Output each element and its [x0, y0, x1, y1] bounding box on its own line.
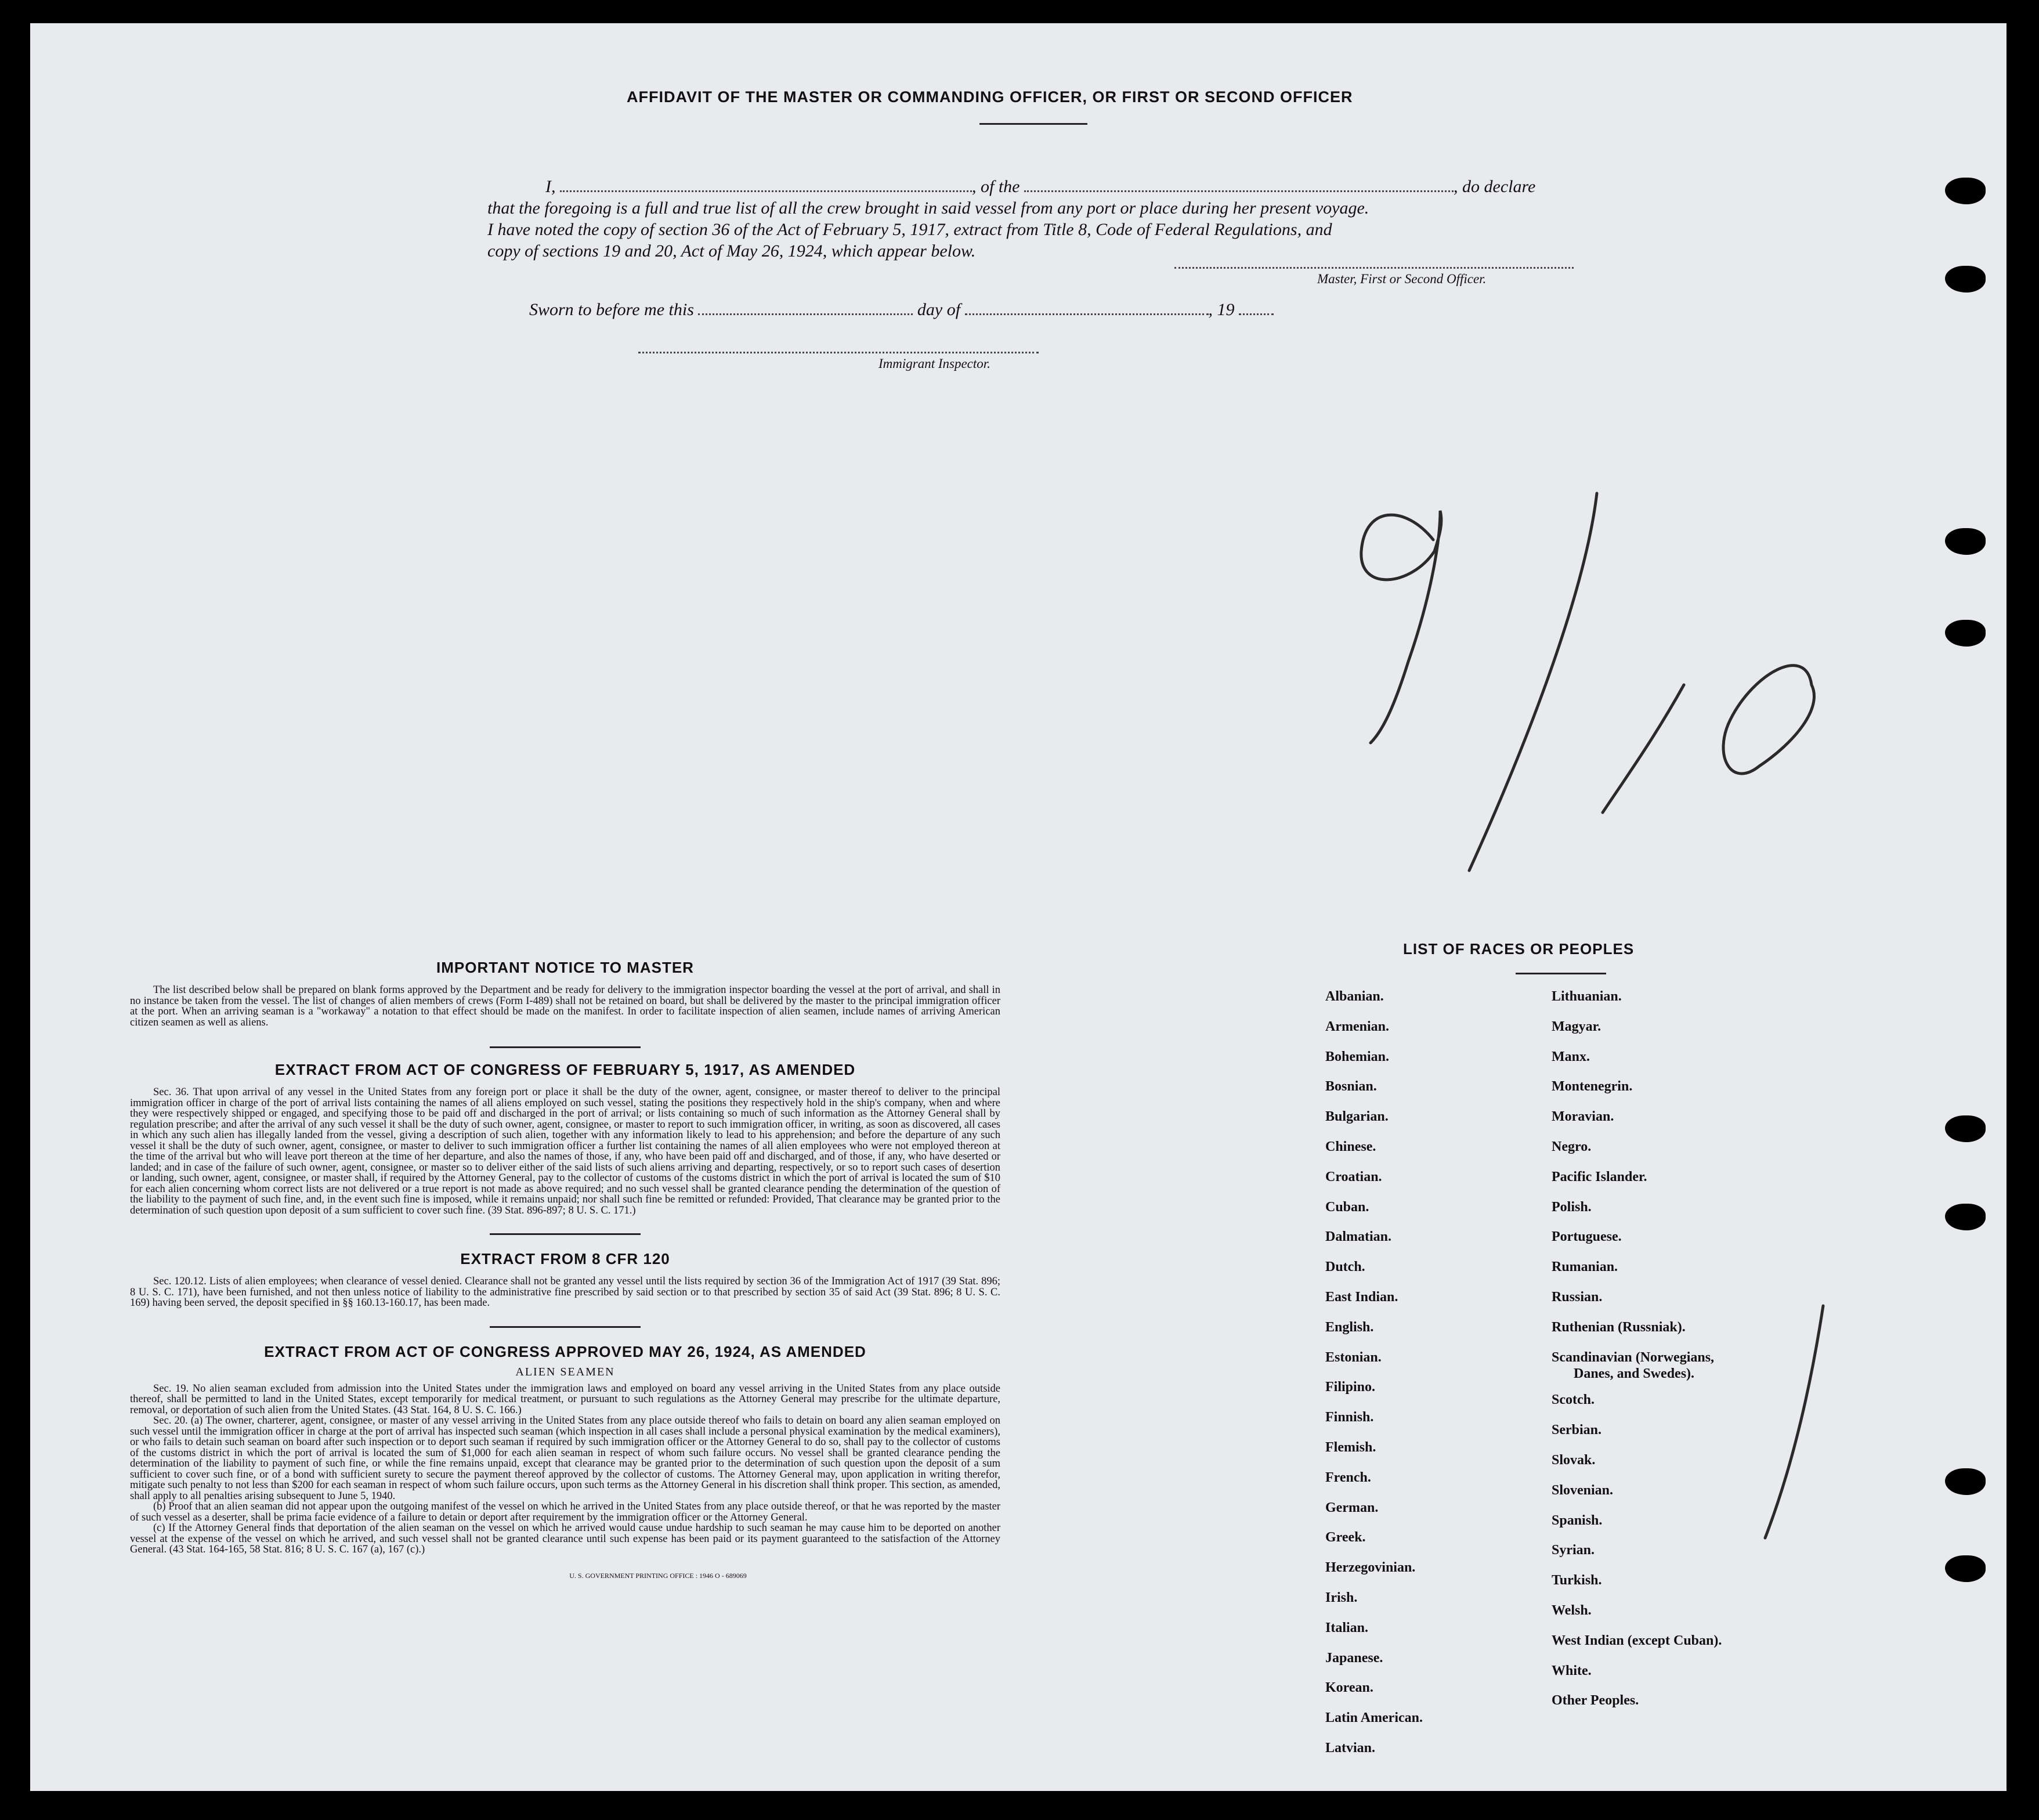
- race-item: Cuban.: [1325, 1200, 1369, 1215]
- race-item: Danes, and Swedes).: [1574, 1366, 1695, 1381]
- sworn-year-field[interactable]: [1239, 296, 1274, 315]
- punch-hole: [1945, 266, 1986, 292]
- race-item: Montenegrin.: [1552, 1079, 1633, 1094]
- race-item: White.: [1552, 1663, 1592, 1678]
- master-signature-line[interactable]: [1174, 267, 1574, 269]
- notice-text: The list described below shall be prepared on blank forms approved by the Department and be ready for delivery to the immigration inspector boarding the vessel at the port of arrival, and shall in no instance be taken from the vessel. The list of changes of alien members of crews (Form I-489) shall not be retained on board, but shall be delivered by the master to the principal immigration officer at the port. When an arriving seaman is a "workaway" a notation to that effect should be made on the manifest. In order to facilitate inspection of alien seamen, include names of arriving American citizen seamen as well as aliens.: [130, 984, 1000, 1028]
- extract-1917-divider: [490, 1233, 641, 1235]
- race-item: Manx.: [1552, 1049, 1590, 1064]
- punch-hole: [1945, 1204, 1986, 1230]
- race-item: Greek.: [1325, 1530, 1366, 1545]
- race-item: Croatian.: [1325, 1169, 1382, 1185]
- extract-1917-title: EXTRACT FROM ACT OF CONGRESS OF FEBRUARY 5, 1917, AS AMENDED: [274, 1061, 856, 1078]
- extract-1924-title: EXTRACT FROM ACT OF CONGRESS APPROVED MAY 26, 1924, AS AMENDED: [264, 1342, 866, 1360]
- race-item: Chinese.: [1325, 1139, 1376, 1154]
- vessel-name-field[interactable]: [1024, 173, 1454, 192]
- affidavit-body: [487, 173, 1619, 262]
- race-item: Latvian.: [1325, 1740, 1376, 1756]
- race-item: Albanian.: [1325, 989, 1384, 1004]
- race-item: German.: [1325, 1500, 1379, 1515]
- printer-imprint: U. S. GOVERNMENT PRINTING OFFICE : 1946 O - 689069: [569, 1571, 747, 1580]
- inspector-signature-line[interactable]: [638, 352, 1039, 353]
- affidavit-line4: copy of sections 19 and 20, Act of May 26, 1924, which appear below.: [487, 241, 976, 261]
- extract-1924-sec19: Sec. 19. No alien seaman excluded from admission into the United States under the immigration laws and employed on board any vessel arriving in the United States from any place outside thereof, shall be permitted to land in the United States, except temporarily for medical treatment, or pursuant to such regulations as the Attorney General may prescribe for the ultimate departure, removal, or deportation of such alien from the United States. (43 Stat. 164, 8 U. S. C. 166.): [130, 1382, 1000, 1416]
- race-item: French.: [1325, 1470, 1371, 1485]
- race-item: Dalmatian.: [1325, 1229, 1391, 1244]
- extract-1917-text: Sec. 36. That upon arrival of any vessel in the United States from any foreign port or place it shall be the duty of the owner, agent, consignee, or master thereof to deliver to the principal immigration officer in charge of the port of arrival lists containing the names of all aliens employed on such vessel, stating the positions they respectively hold in the ship's company, when and where they were respectively shipped or engaged, and specifying those to be paid off and discharged in the port of arrival; or lists containing so much of such information as the Attorney General shall by regulation prescribe; and after the arrival of any such vessel it shall be the duty of such owner, agent, consignee, or master to report to such immigration officer, in writing, as soon as discovered, all cases in which any such alien has illegally landed from the vessel, giving a description of such alien, together with any information likely to lead to his apprehension; and before the departure of any such vessel it shall be the duty of such owner, agent, consignee, or master to deliver to such immigration officer a further list containing the names of all alien employees who were not employed thereon at the time of the arrival but who will leave port thereon at the time of her departure, and also the names of those, if any, who have been paid off and discharged, and of those, if any, who have deserted or landed; and in case of the failure of such owner, agent, consignee, or master so to deliver either of the said lists of such aliens arriving and departing, respectively, or so to report such cases of desertion or landing, such owner, agent, consignee, or master shall, if required by the Attorney General, pay to the collector of customs of the customs district in which the port of arrival is located the sum of $10 for each alien concerning whom correct lists are not delivered or a true report is not made as above required; and no such vessel shall be granted clearance pending the determination of the question of the liability to the payment of such fine, and, in the event such fine is imposed, while it remains unpaid; nor shall such fine be remitted or refunded: Provided, That clearance may be granted prior to the determination of such question upon deposit of a sum sufficient to cover such fine. (39 Stat. 896-897; 8 U. S. C. 171.): [130, 1086, 1000, 1216]
- form-sheet: [30, 23, 2007, 1791]
- race-item: Lithuanian.: [1552, 989, 1622, 1004]
- punch-hole: [1945, 528, 1986, 555]
- race-item: Welsh.: [1552, 1603, 1592, 1618]
- extract-cfr-title: EXTRACT FROM 8 CFR 120: [460, 1250, 670, 1268]
- race-item: Bosnian.: [1325, 1079, 1377, 1094]
- race-item: English.: [1325, 1320, 1374, 1335]
- race-item: Polish.: [1552, 1200, 1592, 1215]
- race-item: Portuguese.: [1552, 1229, 1622, 1244]
- sworn-day-field[interactable]: [698, 296, 913, 315]
- race-item: West Indian (except Cuban).: [1552, 1633, 1722, 1648]
- race-item: Rumanian.: [1552, 1259, 1618, 1274]
- race-item: Finnish.: [1325, 1410, 1374, 1425]
- sworn-prefix-label: Sworn to before me this: [529, 300, 694, 319]
- sworn-day-of-label: day of: [917, 300, 961, 319]
- declarant-name-field[interactable]: [560, 173, 972, 192]
- races-title: LIST OF RACES OR PEOPLES: [1403, 940, 1635, 958]
- notice-column: [130, 959, 1000, 1580]
- affidavit-of-the-label: , of the: [972, 177, 1020, 196]
- race-item: East Indian.: [1325, 1290, 1398, 1305]
- race-item: Herzegovinian.: [1325, 1560, 1416, 1575]
- extract-1924-sec20b: (b) Proof that an alien seaman did not appear upon the outgoing manifest of the vessel on which he arrived in the United States from any place outside thereof, or that he was reported by the master of such vessel as a deserter, shall be prima facie evidence of a failure to detain or deport after requirement by the immigration officer or the Attorney General.: [130, 1501, 1000, 1523]
- title-divider: [979, 123, 1087, 125]
- race-item: Latin American.: [1325, 1710, 1423, 1725]
- race-item: Slovenian.: [1552, 1483, 1614, 1498]
- race-item: Syrian.: [1552, 1543, 1595, 1558]
- race-item: Pacific Islander.: [1552, 1169, 1647, 1185]
- affidavit-i-label: I,: [545, 177, 556, 196]
- race-item: Scotch.: [1552, 1392, 1595, 1407]
- race-item: Ruthenian (Russniak).: [1552, 1320, 1686, 1335]
- race-item: Bohemian.: [1325, 1049, 1390, 1064]
- extract-1924-subtitle: ALIEN SEAMEN: [515, 1365, 615, 1378]
- race-item: Bulgarian.: [1325, 1109, 1389, 1124]
- punch-hole: [1945, 1468, 1986, 1495]
- race-item: Dutch.: [1325, 1259, 1365, 1274]
- extract-cfr-text: Sec. 120.12. Lists of alien employees; when clearance of vessel denied. Clearance shall not be granted any vessel until the lists required by section 36 of the Immigration Act of 1917 (39 Stat. 896; 8 U. S. C. 171), have been furnished, and not then unless notice of liability to the administrative fine prescribed by said section or to that prescribed by section 35 of said Act (39 Stat. 896; 8 U. S. C. 169) having been served, the deposit specified in §§ 160.13-160.17, has been made.: [130, 1276, 1000, 1309]
- race-item: Other Peoples.: [1552, 1693, 1639, 1708]
- notice-divider: [490, 1046, 641, 1048]
- race-item: Spanish.: [1552, 1513, 1603, 1528]
- extract-1924-sec20a: Sec. 20. (a) The owner, charterer, agent, consignee, or master of any vessel arriving in the United States from any place outside thereof who fails to detain on board any alien seaman employed on such vessel until the immigration officer in charge at the port of arrival has inspected such seaman (which inspection in all cases shall include a personal physical examination by the medical examiners), or who fails to detain such seaman on board after such inspection or to deport such seaman if required by such immigration officer or the Attorney General to do so, shall pay to the collector of customs of the customs district in which the port of arrival is located the sum of $1,000 for each alien seaman in respect of whom such failure occurs. No vessel shall be granted clearance pending the determination of the liability to payment of such fine, or while the fine remains unpaid, except that clearance may be granted prior to the determination of such question upon the deposit of a sum sufficient to cover such fine, or of a bond with sufficient surety to secure the payment thereof approved by the collector of customs. The Attorney General may, upon application in writing therefor, mitigate such penalty to not less than $200 for each seaman in respect of whom such failure occurs, upon such terms as the Attorney General in his discretion shall think proper. This section, as amended, shall apply to all penalties arising subsequent to June 5, 1940.: [130, 1415, 1000, 1502]
- sworn-year-label: , 19: [1208, 300, 1235, 319]
- race-item: Turkish.: [1552, 1573, 1602, 1588]
- race-item: Moravian.: [1552, 1109, 1614, 1124]
- affidavit-line1: [487, 173, 1619, 197]
- punch-hole: [1945, 1115, 1986, 1142]
- race-item: Japanese.: [1325, 1651, 1383, 1666]
- race-item: Irish.: [1325, 1590, 1358, 1605]
- race-item: Serbian.: [1552, 1422, 1602, 1438]
- punch-hole: [1945, 178, 1986, 204]
- affidavit-line2: that the foregoing is a full and true list of all the crew brought in said vessel from any port or place during her present voyage.: [487, 198, 1369, 218]
- handwritten-check-mark: [1759, 1300, 1829, 1544]
- extract-cfr-divider: [490, 1326, 641, 1328]
- sworn-line: [529, 296, 1274, 320]
- race-item: Estonian.: [1325, 1350, 1382, 1365]
- race-item: Scandinavian (Norwegians,: [1552, 1350, 1715, 1365]
- race-item: Russian.: [1552, 1290, 1603, 1305]
- punch-hole: [1945, 620, 1986, 647]
- affidavit-line3: I have noted the copy of section 36 of the Act of February 5, 1917, extract from Title 8, Code of Federal Regulations, and: [487, 220, 1332, 239]
- punch-hole: [1945, 1555, 1986, 1582]
- affidavit-declare-label: , do declare: [1454, 177, 1536, 196]
- extract-1924-sec20c: (c) If the Attorney General finds that deportation of the alien seaman on the vessel on which he arrived would cause undue hardship to such seaman he may cause him to be deported on another vessel at the expense of the vessel on which he arrived, and such vessel shall not be granted clearance until such expense has been paid or its payment guaranteed to the satisfaction of the Attorney General. (43 Stat. 164-165, 58 Stat. 816; 8 U. S. C. 167 (a), 167 (c).): [130, 1522, 1000, 1555]
- race-item: Slovak.: [1552, 1453, 1596, 1468]
- race-item: Magyar.: [1552, 1019, 1601, 1034]
- inspector-signature-label: Immigrant Inspector.: [878, 356, 990, 371]
- master-signature-label: Master, First or Second Officer.: [1317, 272, 1487, 286]
- handwritten-fraction: [1353, 464, 1829, 905]
- races-divider: [1516, 973, 1606, 974]
- affidavit-title: AFFIDAVIT OF THE MASTER OR COMMANDING OFFICER, OR FIRST OR SECOND OFFICER: [627, 88, 1353, 106]
- race-item: Italian.: [1325, 1620, 1369, 1635]
- race-item: Armenian.: [1325, 1019, 1389, 1034]
- notice-title: IMPORTANT NOTICE TO MASTER: [436, 959, 694, 976]
- race-item: Korean.: [1325, 1680, 1373, 1695]
- sworn-month-field[interactable]: [965, 296, 1209, 315]
- race-item: Flemish.: [1325, 1440, 1376, 1455]
- race-item: Negro.: [1552, 1139, 1592, 1154]
- race-item: Filipino.: [1325, 1380, 1376, 1395]
